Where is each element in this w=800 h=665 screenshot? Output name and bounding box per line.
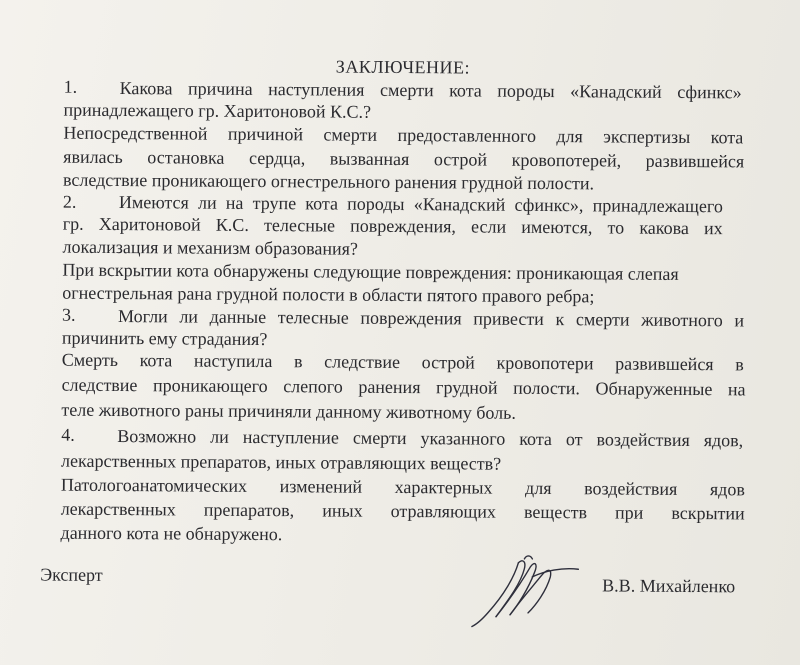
- item-2-answer-line-2: огнестрельная рана грудной полости в области пятого правого ребра;: [62, 282, 595, 307]
- item-1-answer-line-2: явилась остановка сердца, вызванная острой кровопотерей, развившейся: [63, 146, 745, 172]
- item-2-question-line-3: локализация и механизм образования?: [62, 236, 358, 259]
- item-2-number: 2.: [62, 191, 77, 212]
- item-4-answer-line-3: данного кота не обнаружено.: [60, 522, 283, 545]
- item-1-answer-line-1: Непосредственной причиной смерти предоставленного для экспертизы кота: [63, 122, 744, 148]
- item-4-question-line-2: лекарственных препаратов, иных отравляющих веществ?: [61, 450, 502, 474]
- item-3-number: 3.: [62, 304, 76, 325]
- item-1-question-line-1: Какова причина наступления смерти кота породы «Канадский сфинкс»: [119, 78, 742, 103]
- item-4-number: 4.: [61, 424, 75, 445]
- signature-image: [466, 550, 587, 631]
- item-1-answer-line-3: вследствие проникающего огнестрельного ранения грудной полости.: [62, 169, 595, 194]
- item-4-question-line-1: Возможно ли наступление смерти указанного кота от воздействия ядов,: [117, 426, 744, 451]
- item-3-question-line-1: Могли ли данные телесные повреждения привести к смерти животного и: [118, 306, 745, 331]
- item-2-question-line-2: гр. Харитоновой К.С. телесные повреждения, если имеются, то какова их: [62, 213, 723, 239]
- item-4-answer-line-2: лекарственных препаратов, иных отравляющих веществ при вскрытии: [60, 498, 745, 524]
- item-1-number: 1.: [63, 76, 78, 97]
- item-2-answer-line-1: При вскрытии кота обнаружены следующие повреждения: проникающая слепая: [62, 259, 679, 284]
- item-3-answer-line-2: следствие проникающего слепого ранения грудной полости. Обнаруженные на: [61, 374, 746, 400]
- item-3-answer-line-1: Смерть кота наступила в следствие острой кровопотери развившейся в: [61, 349, 744, 375]
- item-3-question-line-2: причинить ему страдания?: [61, 327, 268, 350]
- expert-label: Эксперт: [40, 564, 103, 585]
- expert-name: В.В. Михайленко: [602, 575, 736, 597]
- item-1-question-line-2: принадлежащего гр. Харитоновой К.С.?: [63, 99, 372, 122]
- item-4-answer-line-1: Патологоанатомических изменений характерных для воздействия ядов: [60, 474, 745, 500]
- item-3-answer-line-3: теле животного раны причиняли данному животному боль.: [61, 399, 516, 423]
- document-title: ЗАКЛЮЧЕНИЕ:: [335, 56, 471, 78]
- item-2-question-line-1: Имеются ли на трупе кота породы «Канадский сфинкс», принадлежащего: [118, 192, 723, 217]
